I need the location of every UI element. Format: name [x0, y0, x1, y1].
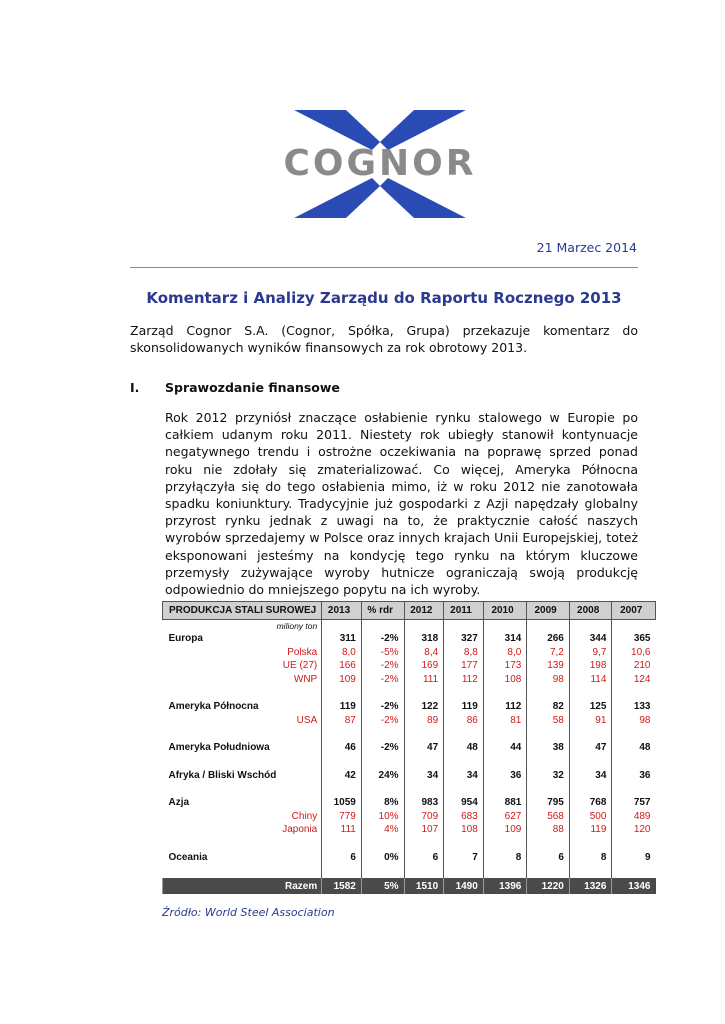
value-cell: 8 [569, 851, 612, 865]
value-cell: 6 [404, 851, 444, 865]
header-cell: PRODUKCJA STALI SUROWEJ [163, 602, 322, 620]
value-cell: 108 [444, 823, 484, 837]
value-cell: 125 [569, 700, 612, 714]
header-cell: 2008 [569, 602, 612, 620]
table-row [163, 769, 656, 783]
table-row [163, 714, 656, 728]
value-cell: 82 [527, 700, 570, 714]
value-cell: 365 [612, 632, 656, 646]
value-cell: 177 [444, 659, 484, 673]
value-cell: 768 [569, 796, 612, 810]
value-cell: 198 [569, 659, 612, 673]
header-cell: % rdr [361, 602, 404, 620]
spacer-row [163, 727, 656, 741]
value-cell: 8,0 [322, 646, 362, 660]
country-label: Japonia [282, 824, 318, 836]
value-cell: 112 [483, 700, 527, 714]
country-label: Polska [287, 646, 318, 658]
value-cell: 98 [527, 673, 570, 687]
value-cell: 36 [612, 769, 656, 783]
value-cell: 112 [444, 673, 484, 687]
total-cell: 1510 [404, 878, 444, 894]
value-cell: -2% [361, 700, 404, 714]
value-cell: 8,8 [444, 646, 484, 660]
header-cell: 2013 [322, 602, 362, 620]
value-cell: 111 [404, 673, 444, 687]
header-cell: 2010 [483, 602, 527, 620]
cognor-logo [280, 108, 480, 220]
value-cell: 8,4 [404, 646, 444, 660]
table-source: Źródło: World Steel Association [162, 906, 335, 919]
value-cell: 58 [527, 714, 570, 728]
value-cell: 34 [444, 769, 484, 783]
value-cell: 266 [527, 632, 570, 646]
value-cell: 779 [322, 810, 362, 824]
value-cell: 683 [444, 810, 484, 824]
value-cell: 568 [527, 810, 570, 824]
value-cell: 7 [444, 851, 484, 865]
document-title: Komentarz i Analizy Zarządu do Raportu Rocznego 2013 [146, 289, 622, 307]
section-number: I. [130, 380, 140, 395]
value-cell: 36 [483, 769, 527, 783]
total-cell: 1220 [527, 878, 570, 894]
region-label: Europa [168, 633, 203, 645]
value-cell: 133 [612, 700, 656, 714]
country-label: WNP [293, 673, 318, 685]
table-header-row [163, 602, 656, 620]
value-cell: 34 [404, 769, 444, 783]
region-label: Ameryka Północna [168, 701, 259, 713]
value-cell: 42 [322, 769, 362, 783]
value-cell: 114 [569, 673, 612, 687]
value-cell: -5% [361, 646, 404, 660]
units-row [163, 620, 656, 633]
value-cell: 9,7 [569, 646, 612, 660]
value-cell: 47 [569, 741, 612, 755]
table-row [163, 673, 656, 687]
value-cell: 120 [612, 823, 656, 837]
value-cell: 1059 [322, 796, 362, 810]
value-cell: 48 [444, 741, 484, 755]
value-cell: 6 [527, 851, 570, 865]
value-cell: 44 [483, 741, 527, 755]
value-cell: 108 [483, 673, 527, 687]
spacer-row [163, 837, 656, 851]
table-row [163, 796, 656, 810]
section-paragraph: Rok 2012 przyniósł znaczące osłabienie rynku stalowego w Europie po całkiem udanym roku 2011. Niestety rok ubiegły stanowił kontynuacje negatywnego trendu i ostrożne oczekiwania na poprawę sprzed ponad roku nie zdołały się zmaterializować. Co więcej, Ameryka Północna przyłączyła się do tego osłabienia mimo, iż w roku 2012 nie zanotowała spadku koniunktury. Tradycyjnie już gospodarki z Azji napędzały globalny przyrost rynku jednak z uwagi na to, że praktycznie całość naszych wyrobów sprzedajemy w Polsce oraz innych krajach Unii Europejskiej, toteż eksponowani jesteśmy na kondycję tego rynku na którym kluczowe przemysły zużywające wyroby hutnicze ograniczają swoją produkcję odpowiednio do mniejszego popytu na ich wyroby. [165, 410, 638, 598]
table-row [163, 646, 656, 660]
section-heading: Sprawozdanie finansowe [165, 380, 340, 395]
total-row [163, 878, 656, 894]
value-cell: 8,0 [483, 646, 527, 660]
spacer-row [163, 686, 656, 700]
header-cell: 2012 [404, 602, 444, 620]
country-label: Chiny [291, 810, 318, 822]
value-cell: 709 [404, 810, 444, 824]
value-cell: 311 [322, 632, 362, 646]
table-row [163, 741, 656, 755]
value-cell: 87 [322, 714, 362, 728]
value-cell: 139 [527, 659, 570, 673]
value-cell: 34 [569, 769, 612, 783]
value-cell: 489 [612, 810, 656, 824]
value-cell: 98 [612, 714, 656, 728]
header-divider [130, 267, 638, 268]
region-label: Azja [168, 797, 190, 809]
value-cell: 8 [483, 851, 527, 865]
value-cell: 327 [444, 632, 484, 646]
value-cell: 88 [527, 823, 570, 837]
value-cell: 119 [444, 700, 484, 714]
logo-chevron-bottom-left [294, 178, 380, 218]
value-cell: 314 [483, 632, 527, 646]
total-cell: 1346 [612, 878, 656, 894]
value-cell: 757 [612, 796, 656, 810]
logo-chevron-bottom-right [380, 178, 466, 218]
value-cell: 881 [483, 796, 527, 810]
header-cell: 2009 [527, 602, 570, 620]
country-label: UE (27) [282, 660, 318, 672]
value-cell: 169 [404, 659, 444, 673]
spacer-row [163, 755, 656, 769]
table-row [163, 810, 656, 824]
total-cell: 1396 [483, 878, 527, 894]
value-cell: 32 [527, 769, 570, 783]
value-cell: -2% [361, 673, 404, 687]
value-cell: 318 [404, 632, 444, 646]
value-cell: 46 [322, 741, 362, 755]
total-cell: 1490 [444, 878, 484, 894]
value-cell: 954 [444, 796, 484, 810]
value-cell: 173 [483, 659, 527, 673]
total-cell: 1326 [569, 878, 612, 894]
units-label: miliony ton [276, 621, 318, 631]
value-cell: 500 [569, 810, 612, 824]
table-row [163, 823, 656, 837]
region-label: Oceania [168, 851, 208, 863]
value-cell: 91 [569, 714, 612, 728]
value-cell: 8% [361, 796, 404, 810]
total-cell: 5% [361, 878, 404, 894]
region-label: Ameryka Południowa [168, 742, 270, 754]
value-cell: 983 [404, 796, 444, 810]
table-row [163, 659, 656, 673]
value-cell: 86 [444, 714, 484, 728]
header-cell: 2011 [444, 602, 484, 620]
table-row [163, 851, 656, 865]
value-cell: 107 [404, 823, 444, 837]
total-label: Razem [163, 878, 322, 894]
value-cell: 109 [322, 673, 362, 687]
value-cell: 81 [483, 714, 527, 728]
table-row [163, 632, 656, 646]
value-cell: 9 [612, 851, 656, 865]
value-cell: -2% [361, 659, 404, 673]
value-cell: 109 [483, 823, 527, 837]
value-cell: 89 [404, 714, 444, 728]
intro-paragraph: Zarząd Cognor S.A. (Cognor, Spółka, Grupa) przekazuje komentarz do skonsolidowanych wyników finansowych za rok obrotowy 2013. [130, 323, 638, 355]
value-cell: -2% [361, 741, 404, 755]
spacer-row [163, 782, 656, 796]
value-cell: 38 [527, 741, 570, 755]
value-cell: 344 [569, 632, 612, 646]
value-cell: 0% [361, 851, 404, 865]
value-cell: 210 [612, 659, 656, 673]
value-cell: 124 [612, 673, 656, 687]
value-cell: 166 [322, 659, 362, 673]
value-cell: 7,2 [527, 646, 570, 660]
value-cell: 47 [404, 741, 444, 755]
table-row [163, 700, 656, 714]
value-cell: 627 [483, 810, 527, 824]
value-cell: 24% [361, 769, 404, 783]
value-cell: 48 [612, 741, 656, 755]
value-cell: 119 [569, 823, 612, 837]
value-cell: 10,6 [612, 646, 656, 660]
region-label: Afryka / Bliski Wschód [168, 769, 277, 781]
value-cell: 6 [322, 851, 362, 865]
value-cell: 122 [404, 700, 444, 714]
value-cell: -2% [361, 632, 404, 646]
value-cell: -2% [361, 714, 404, 728]
logo-wordmark: COGNOR [283, 143, 477, 184]
total-cell: 1582 [322, 878, 362, 894]
country-label: USA [296, 714, 318, 726]
steel-production-table [162, 601, 656, 894]
value-cell: 4% [361, 823, 404, 837]
header-cell: 2007 [612, 602, 656, 620]
value-cell: 10% [361, 810, 404, 824]
document-date: 21 Marzec 2014 [536, 240, 637, 255]
value-cell: 795 [527, 796, 570, 810]
value-cell: 119 [322, 700, 362, 714]
value-cell: 111 [322, 823, 362, 837]
